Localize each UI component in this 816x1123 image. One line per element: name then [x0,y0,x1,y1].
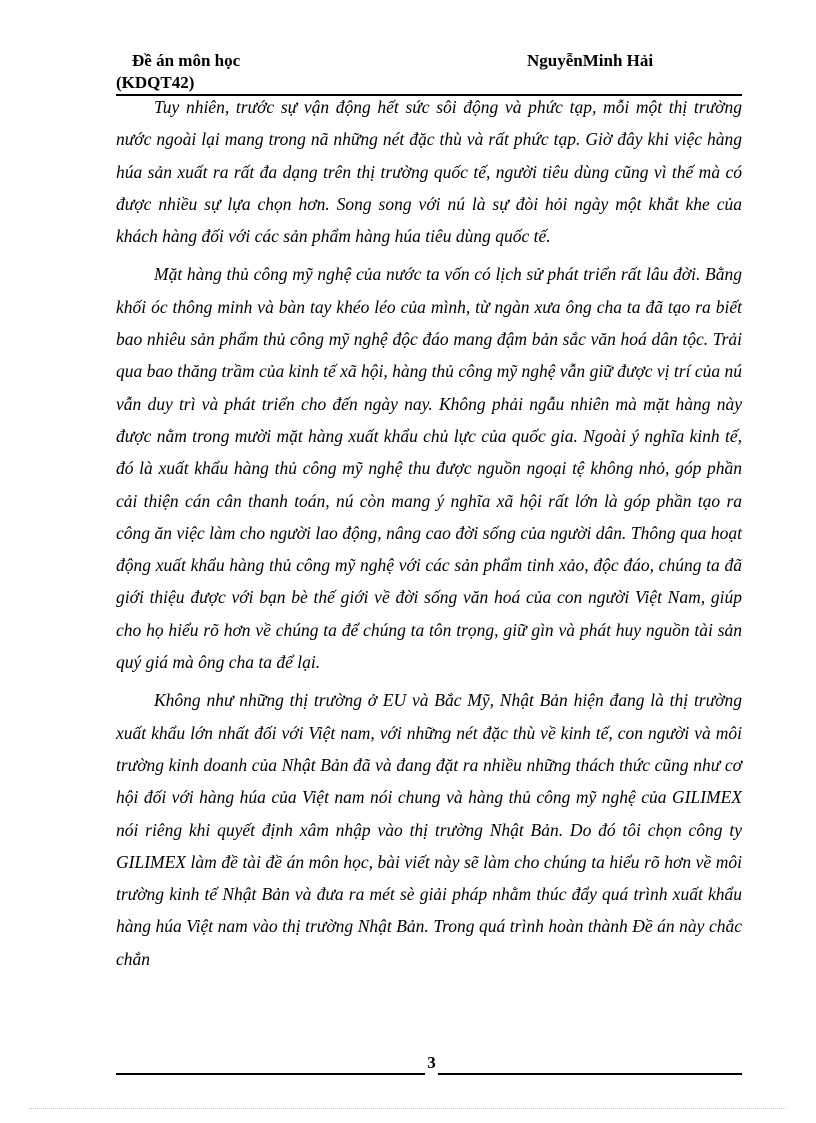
page-number: 3 [427,1053,436,1072]
page-bottom-dotted-line [30,1108,786,1109]
document-body [116,91,742,981]
header-course-code: (KDQT42) [116,73,195,92]
page-header [116,50,742,96]
footer-rule-left [116,1073,425,1075]
footer-rule-right [438,1073,742,1075]
paragraph-3: Không như những thị trường ở EU và Bắc Mỹ, Nhật Bản hiện đang là thị trường xuất khẩu lớn nhất đối với Việt nam, với những nét đặc thù về kinh tế, con người và môi trường kinh doanh của Nhật Bản đã và đang đặt ra nhiều những thách thức cũng như cơ hội đối với hàng húa của Việt nam nói chung và hàng thủ công mỹ nghệ của GILIMEX nói riêng khi quyết định xâm nhập vào thị trường Nhật Bản. Do đó tôi chọn công ty GILIMEX làm đề tài đề án môn học, bài viết này sẽ làm cho chúng ta hiểu rõ hơn về môi trường kinh tế Nhật Bản và đưa ra mét sè giải pháp nhằm thúc đẩy quá trình xuất khẩu hàng húa Việt nam vào thị trường Nhật Bản. Trong quá trình hoàn thành Đề án này chắc chắn [116,690,742,969]
header-author-name: NguyễnMinh Hải [527,51,654,70]
header-course-name: Đề án môn học [132,51,241,70]
paragraph-1: Tuy nhiên, trước sự vận động hết sức sôi động và phức tạp, mỗi một thị trường nước ngoài lại mang trong nã những nét đặc thù và rất phức tạp. Giờ đây khi việc hàng húa sản xuất ra rất đa dạng trên thị trường quốc tế, người tiêu dùng cũng vì thế mà có được nhiều sự lựa chọn hơn. Song song với nú là sự đòi hỏi ngày một khắt khe của khách hàng đối với các sản phẩm hàng húa tiêu dùng quốc tế. [116,97,742,247]
paragraph-2: Mặt hàng thủ công mỹ nghệ của nước ta vốn có lịch sử phát triển rất lâu đời. Bằng khối óc thông minh và bàn tay khéo léo của mình, từ ngàn xưa ông cha ta đã tạo ra biết bao nhiêu sản phẩm thủ công mỹ nghệ độc đáo mang đậm bản sắc văn hoá dân tộc. Trải qua bao thăng trầm của kinh tế xã hội, hàng thủ công mỹ nghệ vẫn giữ được vị trí của nú vẫn duy trì và phát triển cho đến ngày nay. Không phải ngẫu nhiên mà mặt hàng này được nằm trong mười mặt hàng xuất khẩu chủ lực của quốc gia. Ngoài ý nghĩa kinh tế, đó là xuất khẩu hàng thủ công mỹ nghệ thu được nguồn ngoại tệ không nhỏ, góp phần cải thiện cán cân thanh toán, nú còn mang ý nghĩa xã hội rất lớn là góp phần tạo ra công ăn việc làm cho người lao động, nâng cao đời sống của người dân. Thông qua hoạt động xuất khẩu hàng thủ công mỹ nghệ với các sản phẩm tinh xảo, độc đáo, chúng ta đã giới thiệu được với bạn bè thế giới về đời sống văn hoá của con người Việt Nam, giúp cho họ hiểu rõ hơn về chúng ta để chúng ta tôn trọng, giữ gìn và phát huy nguồn tài sản quý giá mà ông cha ta để lại. [116,264,742,673]
header-course-title [116,50,240,94]
page-footer [116,1052,742,1082]
